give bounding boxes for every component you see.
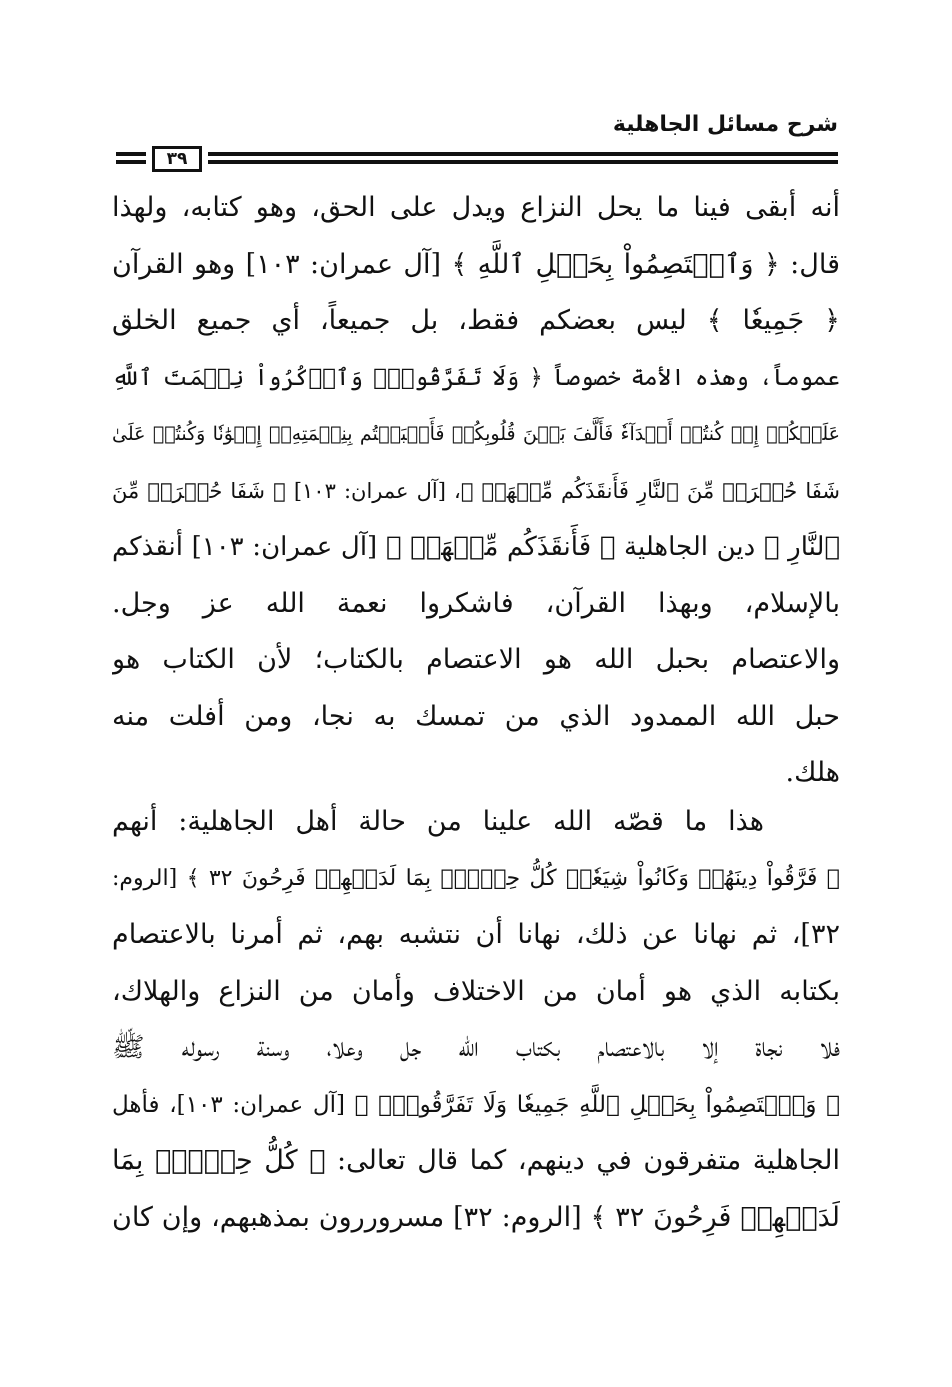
text-line: هلك. [785,757,840,788]
paragraph-2 [112,794,840,1246]
text-line: ٱلنَّارِ ﴾ دين الجاهلية ﴿ فَأَنقَذَكُم مِّنۡهَاۗ ﴾ [آل عمران: ١٠٣] أنقذكم [112,532,840,562]
quran-verse-line: ﴿ فَرَّقُواْ دِينَهُمۡ وَكَانُواْ شِيَعٗاۖ كُلُّ حِزۡبِۭ بِمَا لَدَيۡهِمۡ فَرِحُونَ ٣٢ ﴾ [الروم: [112,865,840,891]
header-rule-right-segment [208,152,838,164]
text-line: لَدَيۡهِمۡ فَرِحُونَ ٣٢ ﴾ [الروم: ٣٢] مسروررون بمذهبهم، وإن كان [112,1201,840,1233]
text-line: أنه أبقى فينا ما يحل النزاع ويدل على الحق، وهو كتابه، ولهذا [112,192,840,223]
text-line: ٣٢]، ثم نهانا عن ذلك، نهانا أن نتشبه بهم، ثم أمرنا بالاعتصام [112,919,840,950]
text-line: شَفَا حُفۡرَةٖ مِّنَ ٱلنَّارِ فَأَنقَذَكُم مِّنۡهَاۗ ﴾، [آل عمران: ١٠٣] ﴿ شَفَا حُفۡرَةٖ مِّنَ [112,478,840,503]
running-header-title: شرح مسائل الجاهلية [612,112,838,137]
quran-verse-line: ﴿ وَٱعۡتَصِمُواْ بِحَبۡلِ ٱللَّهِ جَمِيعٗا وَلَا تَفَرَّقُواْۚ ﴾ [آل عمران: ١٠٣]، فأهل [112,1091,840,1118]
text-line: بكتابه الذي هو أمان من الاختلاف وأمان من النزاع والهلاك، [112,975,840,1007]
paragraph-1 [112,180,840,802]
text-line: قال: ﴿ وَٱعۡتَصِمُواْ بِحَبۡلِ ٱللَّهِ ﴾ [آل عمران: ١٠٣] وهو القرآن [112,248,840,280]
text-line: هذا ما قصّه الله علينا من حالة أهل الجاهلية: أنهم [112,806,764,837]
page-number: ٣٩ [152,146,202,172]
text-line: بالإسلام، وبهذا القرآن، فاشكروا نعمة الله عز وجل. [112,587,840,619]
text-line: الجاهلية متفرقون في دينهم، كما قال تعالى: ﴿ كُلُّ حِزۡبِۭ بِمَا [112,1145,840,1176]
header-rule [116,146,838,174]
text-line: عموماً، وهذه الأمة خصوصاً ﴿ وَلَا تَفَرَّقُواْۚ وَٱذۡكُرُواْ نِعۡمَتَ ٱللَّهِ [112,364,840,391]
header-rule-left-segment [116,152,146,164]
text-line: والاعتصام بحبل الله هو الاعتصام بالكتاب؛ لأن الكتاب هو [112,644,840,675]
quran-verse-line: عَلَيۡكُمۡ إِذۡ كُنتُمۡ أَعۡدَآءٗ فَأَلَّفَ بَيۡنَ قُلُوبِكُمۡ فَأَصۡبَحۡتُم بِنِعۡمَتِهِۦٓ إِخۡوَٰنٗا وَكُنتُمۡ عَلَىٰ [112,423,840,445]
text-line: فلا نجاة إلا بالاعتصام بكتاب الله جل وعلا، وسنة رسوله ﷺ [112,1032,840,1063]
text-line: ﴿ جَمِيعٗا ﴾ ليس بعضكم فقط، بل جميعاً، أي جميع الخلق [112,305,840,336]
text-line: حبل الله الممدود الذي من تمسك به نجا، ومن أفلت منه [112,700,840,732]
